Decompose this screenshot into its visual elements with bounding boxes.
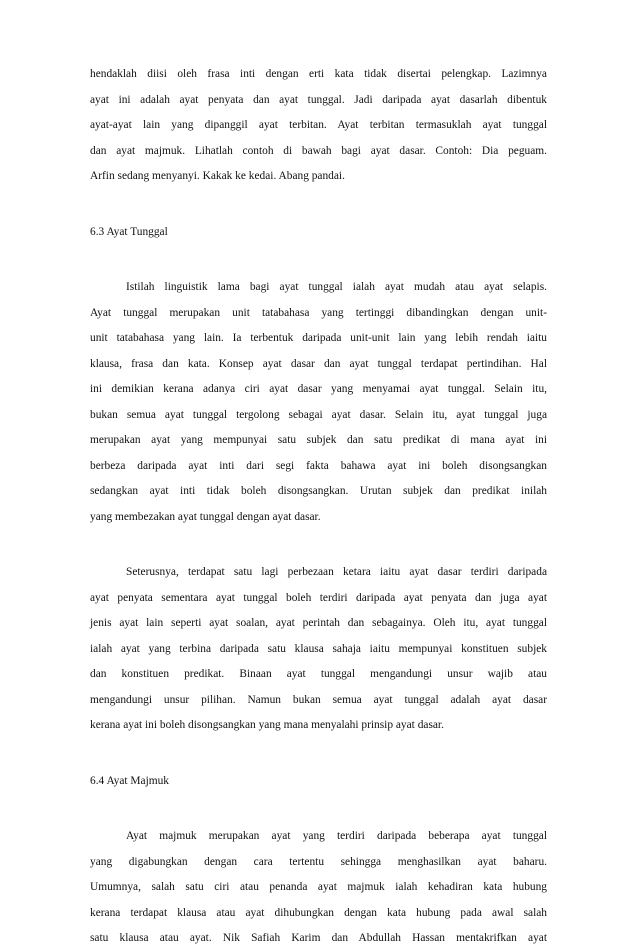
text-line: kerana terdapat klausa atau ayat dihubungkan dengan kata hubung pada awal salah bbox=[90, 906, 547, 919]
text-line: sedangkan ayat inti tidak boleh disongsangkan. Urutan subjek dan predikat inilah bbox=[90, 485, 547, 497]
text-line: ayat ini adalah ayat penyata dan ayat tunggal. Jadi daripada ayat dasarlah dibentuk bbox=[90, 93, 547, 106]
text-line: klausa, frasa dan kata. Konsep ayat dasar dan ayat tunggal terdapat pertindihan. Hal bbox=[90, 357, 547, 370]
text-line: jenis ayat lain seperti ayat soalan, ayat perintah dan sebagainya. Oleh itu, ayat tunggal bbox=[90, 617, 547, 629]
text-line: Ayat majmuk merupakan ayat yang terdiri daripada beberapa ayat tunggal bbox=[126, 830, 547, 842]
section-heading-6-4: 6.4 Ayat Majmuk bbox=[90, 774, 169, 787]
text-line: ayat-ayat lain yang dipanggil ayat terbitan. Ayat terbitan termasuklah ayat tunggal bbox=[90, 119, 547, 131]
text-line: ialah ayat yang terbina daripada satu klausa sahaja iaitu mempunyai konstituen subjek bbox=[90, 642, 547, 655]
text-line: Seterusnya, terdapat satu lagi perbezaan ketara iaitu ayat dasar terdiri daripada bbox=[126, 566, 547, 578]
section-6-3-paragraph-2 bbox=[90, 560, 547, 739]
text-line: mengandungi unsur pilihan. Namun bukan semua ayat tunggal adalah ayat dasar bbox=[90, 693, 547, 706]
text-line: bukan semua ayat tunggal tergolong sebagai ayat dasar. Selain itu, ayat tunggal juga bbox=[90, 408, 547, 421]
text-line: yang membezakan ayat tunggal dengan ayat dasar. bbox=[90, 510, 321, 523]
text-line: Arfin sedang menyanyi. Kakak ke kedai. Abang pandai. bbox=[90, 170, 345, 182]
text-line: unit tatabahasa yang lain. Ia terbentuk daripada unit-unit lain yang lebih rendah iaitu bbox=[90, 332, 547, 344]
text-line: Ayat tunggal merupakan unit tatabahasa yang tertinggi dibandingkan dengan unit- bbox=[90, 306, 547, 319]
section-6-4-paragraph-1 bbox=[90, 824, 547, 952]
text-line: hendaklah diisi oleh frasa inti dengan erti kata tidak disertai pelengkap. Lazimnya bbox=[90, 68, 547, 80]
text-line: satu klausa atau ayat. Nik Safiah Karim dan Abdullah Hassan mentakrifkan ayat bbox=[90, 932, 547, 944]
section-heading-6-3: 6.3 Ayat Tunggal bbox=[90, 225, 168, 238]
text-line: merupakan ayat yang mempunyai satu subjek dan satu predikat di mana ayat ini bbox=[90, 434, 547, 446]
document-page bbox=[90, 62, 547, 952]
text-line: kerana ayat ini boleh disongsangkan yang mana menyalahi prinsip ayat dasar. bbox=[90, 719, 444, 731]
text-line: Istilah linguistik lama bagi ayat tunggal ialah ayat mudah atau ayat selapis. bbox=[126, 281, 547, 293]
text-line: berbeza daripada ayat inti dari segi fakta bahawa ayat ini boleh disongsangkan bbox=[90, 459, 547, 472]
text-line: dan konstituen predikat. Binaan ayat tunggal mengandungi unsur wajib atau bbox=[90, 668, 547, 680]
text-line: ini demikian kerana adanya ciri ayat dasar yang menyamai ayat tunggal. Selain itu, bbox=[90, 383, 547, 395]
text-line: ayat penyata sementara ayat tunggal boleh terdiri daripada ayat penyata dan juga ayat bbox=[90, 591, 547, 604]
intro-paragraph bbox=[90, 62, 547, 190]
text-line: dan ayat majmuk. Lihatlah contoh di bawah bagi ayat dasar. Contoh: Dia peguam. bbox=[90, 144, 547, 157]
section-6-3-paragraph-1 bbox=[90, 275, 547, 530]
text-line: Umumnya, salah satu ciri atau penanda ayat majmuk ialah kehadiran kata hubung bbox=[90, 881, 547, 893]
text-line: yang digabungkan dengan cara tertentu sehingga menghasilkan ayat baharu. bbox=[90, 855, 547, 868]
